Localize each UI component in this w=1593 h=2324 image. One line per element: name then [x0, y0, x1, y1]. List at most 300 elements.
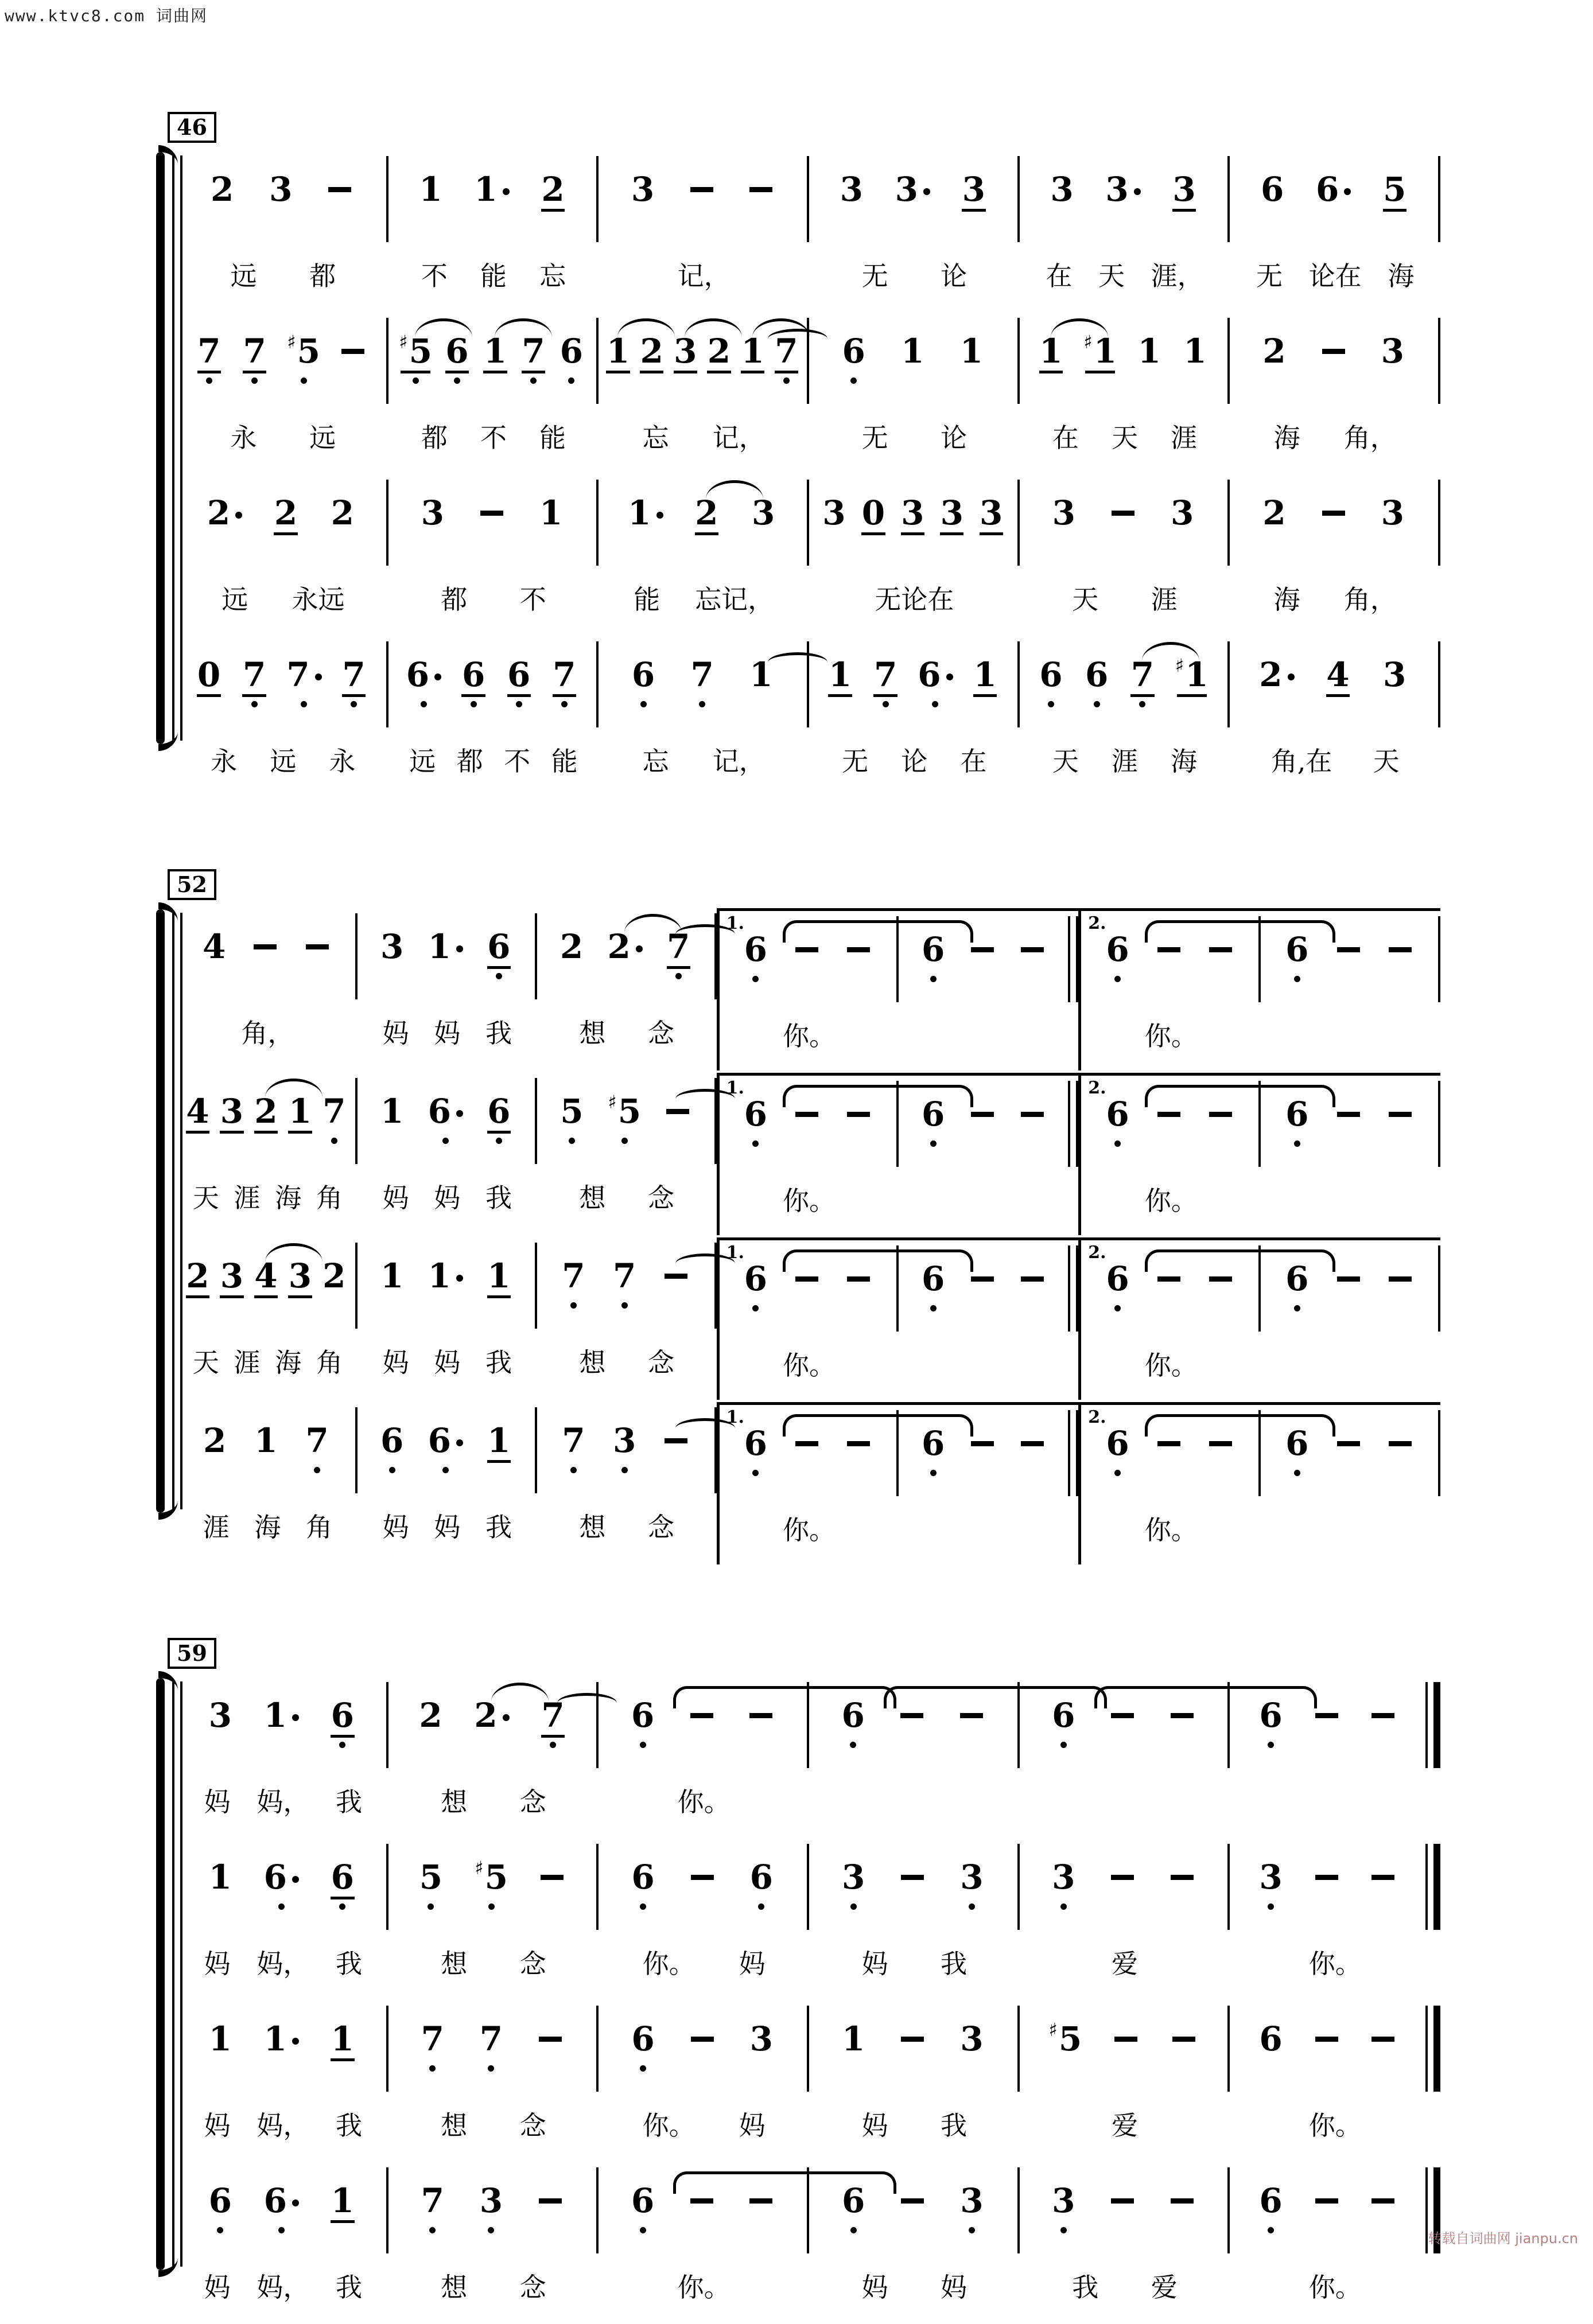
eighth-underline — [1177, 694, 1207, 697]
note — [608, 1093, 641, 1149]
lyric-syllable: 海 — [1171, 746, 1198, 777]
dash-note — [747, 1698, 775, 1753]
note — [972, 657, 998, 712]
note-number: 3 — [822, 493, 846, 532]
low-octave-dot — [752, 976, 759, 982]
octave-dot-zone — [389, 1463, 395, 1477]
note-number: 3 — [1381, 332, 1404, 371]
voice-row-4 — [178, 2162, 1440, 2322]
note-line — [562, 1423, 585, 1458]
low-octave-dot — [640, 701, 647, 707]
note-number: 1 — [380, 1092, 404, 1131]
octave-dot-zone — [278, 1899, 285, 1913]
measure — [178, 151, 388, 310]
note-number: 2 — [210, 170, 234, 209]
duration-dash — [847, 947, 870, 952]
note-line — [842, 2183, 865, 2218]
note-number: 2 — [254, 1092, 278, 1131]
lyric-syllable: 妈 — [434, 1018, 461, 1049]
low-octave-dot — [442, 1467, 449, 1473]
lyric-syllable: 你。 — [1144, 1515, 1198, 1546]
low-octave-dot — [429, 2065, 436, 2072]
measure-notes — [720, 1405, 899, 1501]
note-line — [197, 657, 220, 692]
volta-bracket — [1078, 1073, 1440, 1235]
system-bracket — [156, 152, 165, 744]
note — [840, 2183, 867, 2238]
low-octave-dot — [278, 1903, 285, 1910]
dash-note — [793, 1426, 821, 1481]
note-line — [1155, 1426, 1183, 1461]
low-octave-dot — [314, 1467, 320, 1473]
measure-notes — [1020, 151, 1230, 247]
measure — [537, 1402, 717, 1564]
note-number: 2 — [640, 332, 663, 371]
note-line — [749, 657, 772, 692]
note-number: 6 — [1039, 655, 1063, 694]
duration-dash — [306, 944, 329, 949]
note-number: 6 — [749, 1858, 773, 1897]
lyric-syllable: 妈 — [434, 1182, 461, 1213]
note-line — [487, 1423, 510, 1458]
note — [1050, 2183, 1077, 2238]
dash-note — [1369, 2183, 1397, 2238]
lyric-line — [178, 247, 388, 310]
underline-spacer — [689, 2058, 716, 2061]
low-octave-dot — [752, 1305, 759, 1311]
measure-notes — [388, 2162, 599, 2259]
token-zone — [1020, 151, 1227, 247]
note — [607, 929, 642, 984]
token-zone — [809, 474, 1016, 571]
lyric-line — [388, 1773, 599, 1836]
low-octave-dot — [488, 2065, 494, 2072]
measure-notes — [388, 474, 599, 571]
note-number: 5 — [1383, 170, 1406, 209]
dash-note — [1109, 2183, 1136, 2238]
volta-label: 2. — [1088, 1243, 1106, 1263]
dash-note — [1168, 1698, 1196, 1753]
underline-spacer — [969, 969, 996, 972]
lyric-syllable: 都 — [309, 260, 336, 291]
note-line — [842, 1859, 865, 1895]
lyric-line — [178, 1773, 388, 1836]
token-zone — [178, 1073, 354, 1169]
underline-spacer — [207, 532, 242, 535]
note — [1105, 932, 1131, 987]
low-octave-dot — [1060, 1742, 1067, 1748]
low-octave-dot — [850, 2227, 857, 2233]
dash-note — [339, 333, 367, 388]
note-number: 6 — [445, 332, 469, 371]
lyric-syllable: 角,在 — [1270, 746, 1332, 777]
lyric-syllable: 你。 — [783, 1185, 836, 1216]
token-zone — [899, 1076, 1067, 1172]
dash-note — [537, 2021, 564, 2076]
note-line — [220, 1093, 243, 1129]
note — [628, 495, 663, 550]
note-line — [380, 1258, 403, 1294]
measure-notes — [599, 313, 809, 409]
note-line — [973, 657, 996, 692]
underline-spacer — [304, 966, 331, 969]
lyric-syllable: 想 — [441, 2272, 468, 2303]
note-number: 1 — [901, 332, 924, 371]
watermark-bottom: 转载自词曲网 jianpu.cn — [1428, 2230, 1578, 2247]
note — [428, 929, 463, 984]
note — [1136, 333, 1163, 388]
low-octave-dot — [550, 1742, 556, 1748]
note-line — [264, 2021, 299, 2057]
note — [558, 929, 585, 984]
underline-spacer — [1112, 2058, 1140, 2061]
note-line — [1326, 657, 1349, 692]
duration-dash — [1021, 1276, 1044, 1282]
octave-dot-zone — [758, 1899, 764, 1913]
note-line — [1259, 2021, 1282, 2057]
note-line — [664, 1093, 691, 1129]
note — [1105, 1426, 1131, 1481]
measure-notes — [178, 2000, 388, 2097]
note — [287, 1093, 313, 1149]
lyric-syllable: 我 — [941, 2110, 968, 2141]
underline-spacer — [1335, 1134, 1362, 1136]
octave-dot-zone — [752, 1301, 759, 1315]
low-octave-dot — [640, 1742, 646, 1748]
note-number: 1 — [263, 2019, 287, 2058]
note — [560, 1423, 586, 1478]
octave-dot-zone — [1114, 1466, 1121, 1480]
note-number: 1 — [539, 493, 563, 532]
underline-spacer — [1259, 209, 1285, 212]
underline-spacer — [474, 209, 509, 212]
note-number: 6 — [1285, 1424, 1309, 1463]
measure — [388, 313, 599, 472]
note — [920, 932, 946, 987]
note — [419, 2183, 446, 2238]
low-octave-dot — [351, 701, 357, 707]
note-number: 7 — [243, 332, 266, 371]
note-line — [1207, 1096, 1234, 1132]
octave-dot-zone — [471, 697, 477, 711]
lyric-syllable: 妈 — [382, 1182, 409, 1213]
eighth-underline — [186, 1295, 209, 1298]
measure-notes — [388, 151, 599, 247]
measure-notes — [1230, 636, 1440, 733]
note — [242, 333, 268, 388]
duration-dash — [901, 2037, 924, 2042]
note — [1050, 1698, 1077, 1753]
measure — [388, 2162, 599, 2322]
low-octave-dot — [969, 2227, 975, 2233]
note-line — [1259, 1698, 1282, 1733]
token-zone — [809, 2162, 1016, 2259]
lyric-syllable: 都 — [456, 746, 483, 777]
octave-dot-zone — [442, 1134, 449, 1147]
lyric-syllable: 在 — [960, 746, 987, 777]
lyric-syllable: 论在 — [1308, 260, 1362, 291]
underline-spacer — [1105, 209, 1140, 212]
underline-spacer — [1335, 1298, 1362, 1301]
low-octave-dot — [1294, 1305, 1300, 1311]
note-line — [220, 1258, 243, 1294]
eighth-underline — [674, 371, 697, 373]
octave-dot-zone — [752, 1466, 759, 1480]
underline-spacer — [1258, 2058, 1284, 2061]
duration-dash — [665, 1438, 687, 1443]
note-line — [1085, 657, 1108, 692]
note-number: 6 — [1106, 1095, 1129, 1134]
lyric-syllable: 妈 — [739, 1948, 766, 1979]
measure — [1230, 1839, 1440, 1998]
note-line — [689, 2021, 716, 2057]
note-line — [331, 2183, 354, 2218]
token-zone — [1261, 911, 1437, 1007]
note-line — [1052, 1698, 1075, 1733]
note-line — [741, 333, 764, 369]
token-zone — [1020, 313, 1227, 409]
eighth-underline — [606, 371, 630, 373]
measure-notes — [809, 2000, 1020, 2097]
note-number: 6 — [380, 1421, 404, 1460]
note — [899, 495, 926, 550]
measure-notes — [358, 1402, 537, 1498]
note — [920, 1261, 946, 1316]
lyric-syllable: 念 — [519, 1948, 546, 1979]
measure-notes — [1261, 1405, 1440, 1501]
note — [750, 495, 776, 550]
note-line — [323, 1258, 345, 1294]
note-number: 6 — [461, 655, 485, 694]
note-line — [487, 1258, 510, 1294]
dash-note — [1335, 1096, 1362, 1151]
note — [1259, 172, 1285, 227]
lyric-line — [1261, 1501, 1440, 1564]
note — [329, 1698, 356, 1753]
note-number: 7 — [323, 1092, 346, 1131]
lyric-syllable: 妈 — [382, 1512, 409, 1543]
note — [1380, 495, 1406, 550]
note-line — [840, 172, 863, 207]
dash-note — [478, 495, 506, 550]
note — [1258, 2021, 1284, 2076]
note — [1284, 1426, 1310, 1481]
note-line — [667, 929, 690, 964]
note-line — [662, 1258, 690, 1294]
note-line — [339, 333, 367, 369]
eighth-underline — [1085, 371, 1115, 373]
lyric-syllable: 我 — [485, 1018, 512, 1049]
measure — [899, 1076, 1078, 1235]
measure-notes — [899, 1405, 1078, 1501]
lyric-syllable: 不 — [480, 422, 507, 453]
note-number: 3 — [631, 170, 655, 209]
note-number: 6 — [1106, 930, 1129, 969]
underline-spacer — [538, 1897, 566, 1899]
underline-spacer — [428, 1295, 463, 1298]
measure — [1020, 474, 1230, 634]
underline-spacer — [845, 1298, 872, 1301]
underline-spacer — [326, 209, 353, 212]
note — [474, 1698, 509, 1753]
octave-dot-zone — [488, 2061, 494, 2075]
octave-dot-zone — [1268, 1738, 1274, 1751]
underline-spacer — [1168, 2220, 1196, 2223]
underline-spacer — [1109, 1897, 1136, 1899]
note — [665, 929, 691, 984]
barline — [1438, 156, 1440, 242]
measure-notes — [1230, 1839, 1440, 1935]
note — [207, 1859, 234, 1914]
measure-notes — [178, 1073, 358, 1169]
duration-dash — [1157, 1276, 1180, 1282]
barline — [1068, 916, 1070, 1002]
note-number: 6 — [1316, 170, 1339, 209]
lyric-line — [1230, 2097, 1440, 2160]
note — [540, 172, 566, 227]
note-number: 3 — [1383, 655, 1406, 694]
note — [872, 657, 899, 712]
lyric-line — [1020, 1935, 1230, 1998]
note-number: 7 — [690, 655, 714, 694]
dash-note — [1369, 1859, 1397, 1914]
volta-label: 1. — [726, 913, 744, 933]
lyric-line — [358, 1334, 537, 1397]
note-number: 6 — [1261, 170, 1284, 209]
low-octave-dot — [206, 377, 212, 384]
octave-dot-zone — [314, 1463, 320, 1477]
note-line — [1369, 2021, 1397, 2057]
note-line — [1207, 1261, 1234, 1297]
measure-notes — [178, 1839, 388, 1935]
note — [444, 333, 470, 388]
lyric-line — [1230, 409, 1440, 472]
lyric-syllable: 你。 — [1308, 2110, 1362, 2141]
note-number: 7 — [421, 2181, 444, 2220]
note — [841, 333, 867, 388]
low-octave-dot — [331, 1138, 337, 1144]
note-number: 7 — [873, 655, 897, 694]
lyric-syllable: 能 — [551, 746, 578, 777]
lyric-syllable: 涯 — [234, 1347, 261, 1378]
note — [485, 1093, 512, 1149]
dash-note — [793, 1261, 821, 1316]
note-number: 1 — [1093, 332, 1117, 371]
lyric-line — [809, 2097, 1020, 2160]
note-line — [507, 657, 530, 692]
duration-dash — [1315, 2198, 1338, 2204]
note — [252, 1093, 279, 1149]
octave-dot-zone — [217, 2223, 223, 2237]
duration-dash — [1315, 1875, 1338, 1880]
underline-spacer — [537, 2220, 564, 2223]
duration-dash — [1337, 1276, 1360, 1282]
measure — [1020, 1677, 1230, 1836]
dash-note — [1112, 2021, 1140, 2076]
note-line — [211, 172, 234, 207]
note — [219, 1093, 245, 1149]
measure — [1020, 1839, 1230, 1998]
note-number: 7 — [1130, 655, 1155, 694]
octave-dot-zone — [1094, 697, 1100, 711]
measure — [178, 1839, 388, 1998]
lyric-syllable: 你。 — [1308, 1948, 1362, 1979]
sheet-music — [155, 106, 1440, 2324]
note-line — [1386, 1261, 1414, 1297]
dash-note — [898, 1698, 926, 1753]
underline-spacer — [1155, 1298, 1183, 1301]
duration-dash — [1322, 511, 1345, 516]
underline-spacer — [478, 532, 506, 535]
underline-spacer — [1313, 1897, 1341, 1899]
octave-dot-zone — [516, 697, 522, 711]
dash-note — [662, 1258, 690, 1313]
note-number: 6 — [428, 1092, 451, 1131]
note — [209, 172, 235, 227]
token-zone — [720, 1076, 896, 1172]
token-zone — [178, 474, 385, 571]
measure-notes — [899, 1240, 1078, 1337]
measure — [599, 313, 809, 472]
lyric-line — [599, 2259, 809, 2322]
note — [773, 333, 799, 388]
note-number: 6 — [1285, 1095, 1309, 1134]
note — [1284, 1261, 1310, 1316]
lyric-syllable: 妈 — [434, 1512, 461, 1543]
low-octave-dot — [1114, 1305, 1121, 1311]
note-number: 1 — [1185, 655, 1209, 694]
low-octave-dot — [301, 377, 307, 384]
token-zone — [720, 1405, 896, 1501]
underline-spacer — [1386, 969, 1414, 972]
note-line — [1168, 1698, 1196, 1733]
underline-spacer — [689, 1897, 716, 1899]
note — [630, 1859, 656, 1914]
measure-notes — [1230, 1677, 1440, 1773]
lyric-syllable: 念 — [519, 2272, 546, 2303]
lyric-syllable: 无 — [861, 260, 888, 291]
lyric-line — [899, 1337, 1078, 1400]
measure-notes — [178, 636, 388, 733]
underline-spacer — [264, 2058, 299, 2061]
note-line — [960, 1859, 983, 1895]
barline — [1425, 1682, 1428, 1768]
note-number: 1 — [208, 1858, 232, 1897]
barline — [1438, 1410, 1440, 1496]
final-barline — [1433, 2006, 1440, 2092]
lyric-syllable: 你。 — [1144, 1350, 1198, 1381]
duration-dash — [1337, 1441, 1360, 1446]
measure-notes — [899, 911, 1078, 1007]
lyric-syllable: 远 — [230, 260, 257, 291]
note — [485, 1258, 512, 1313]
lyric-syllable: 你。 — [1308, 2272, 1362, 2303]
note — [1284, 932, 1310, 987]
note-line — [1106, 1096, 1129, 1132]
note-line — [608, 1093, 641, 1129]
note-number: 6 — [208, 2181, 232, 2220]
note — [838, 172, 865, 227]
measure-notes — [1081, 1240, 1261, 1337]
note — [184, 1258, 211, 1313]
octave-dot-zone — [1060, 1899, 1067, 1913]
note-line — [1259, 1859, 1282, 1895]
augmentation-dot — [503, 188, 510, 195]
lyric-syllable: 记， — [712, 746, 766, 777]
note — [961, 172, 987, 227]
sharp-icon: ♯ — [475, 1857, 484, 1879]
token-zone — [809, 1677, 1016, 1773]
